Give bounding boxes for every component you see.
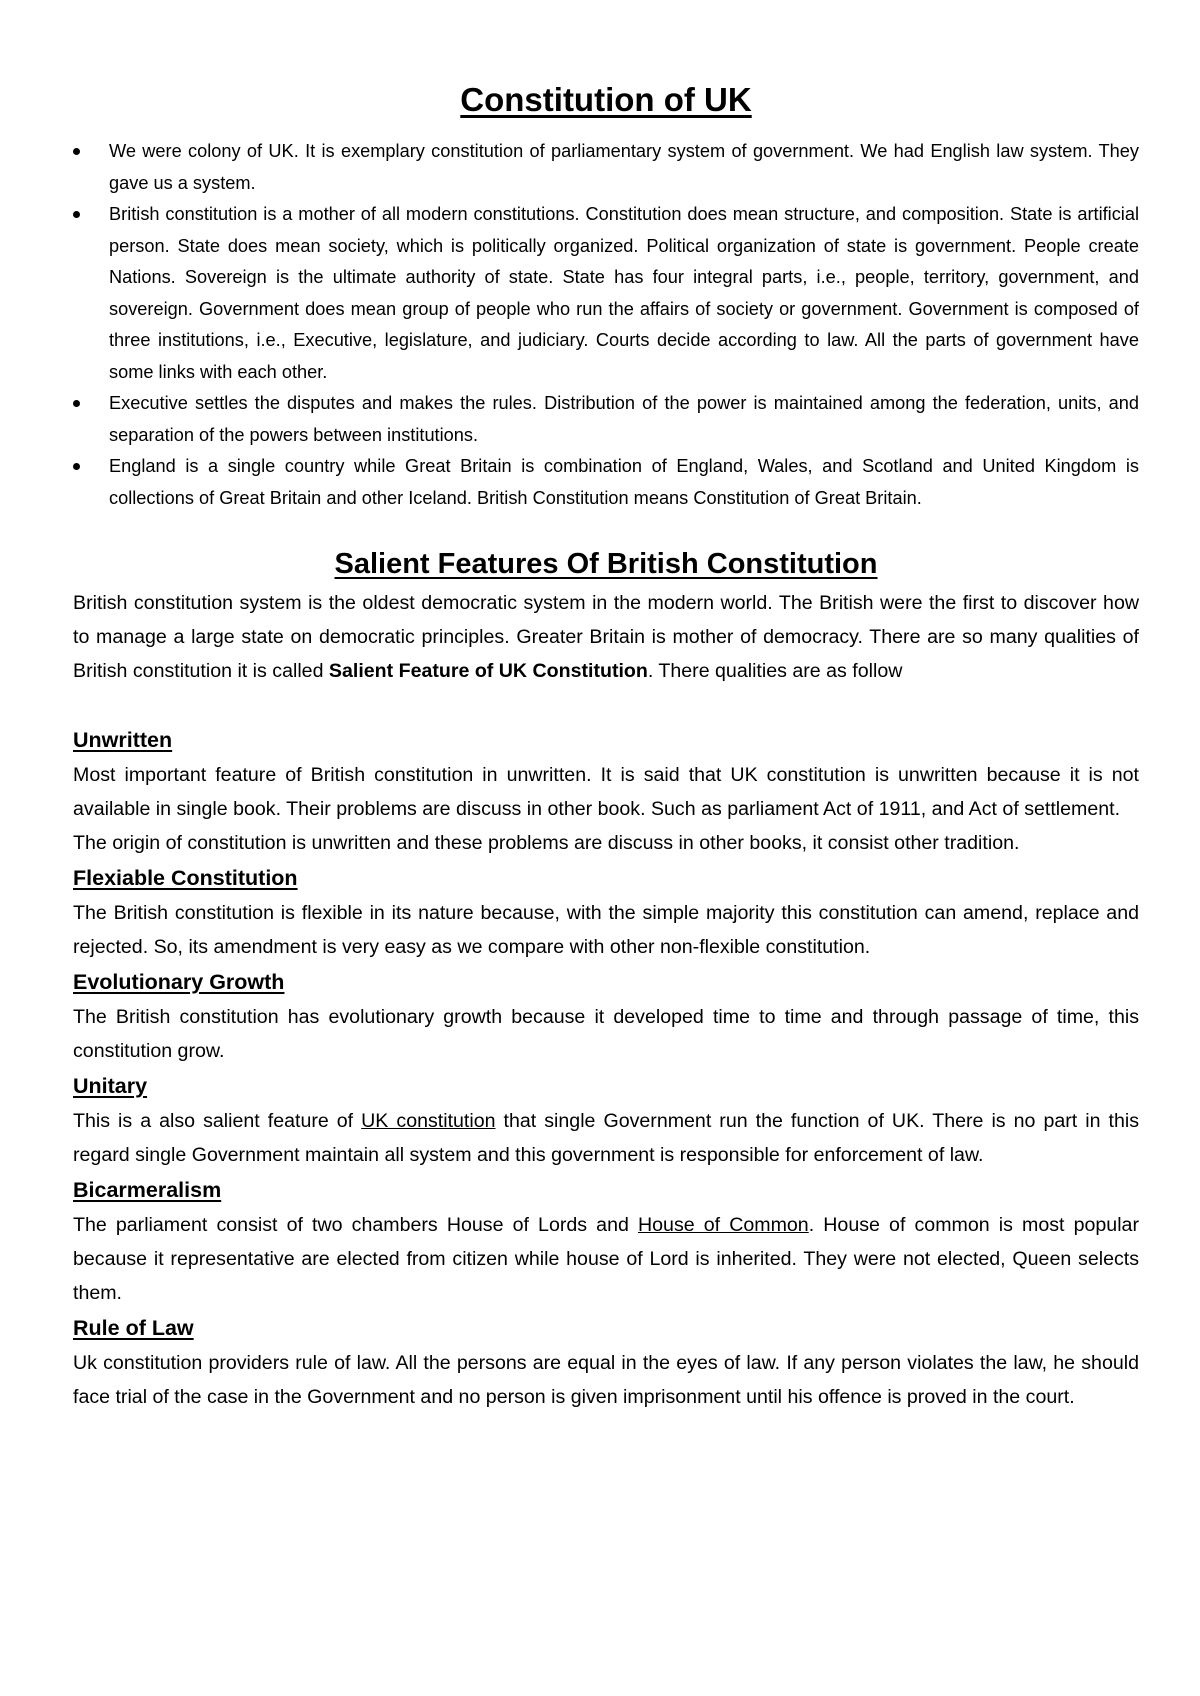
salient-intro-paragraph <box>73 586 1139 688</box>
page-title: Constitution of UK <box>460 81 752 118</box>
bullet-text: British constitution is a mother of all modern constitutions. Constitution does mean structure, and composition. State is artificial person. State does mean society, which is politically organized. Political organization of state is government. People create Nations. Sovereign is the ultimate authority of state. State has four integral parts, i.e., people, territory, government, and sovereign. Government does mean group of people who run the affairs of society or government. Government is composed of three institutions, i.e., Executive, legislature, and judiciary. Courts decide according to law. All the parts of government have some links with each other. <box>109 204 1139 382</box>
bullet-text: We were colony of UK. It is exemplary constitution of parliamentary system of government. We had English law system. They gave us a system. <box>109 141 1139 193</box>
bullet-item <box>73 136 1139 199</box>
section-paragraph: The British constitution has evolutionary growth because it developed time to time and through passage of time, this constitution grow. <box>73 1006 1139 1062</box>
section-heading-bicameralism: Bicarmeralism <box>73 1178 222 1202</box>
intro-text-end: . There qualities are as follow <box>647 660 903 682</box>
section-heading-evolutionary: Evolutionary Growth <box>73 970 285 994</box>
bullet-dot-icon <box>73 400 80 407</box>
paragraph-text: that single Government run the function of UK. There is no part in this regard single Government maintain all system and this government is responsible for enforcement of law. <box>73 1110 1139 1166</box>
intro-text: British constitution system is the oldest democratic system in the modern world. The British were the first to discover how to manage a large state on democratic principles. Greater Britain is mother of democracy. There are so many qualities of British constitution it is called <box>73 592 1139 682</box>
section-paragraph: Most important feature of British constitution in unwritten. It is said that UK constitution is unwritten because it is not available in single book. Their problems are discuss in other book. Such as parliament Act of 1911, and Act of settlement. <box>73 764 1139 820</box>
section-paragraph <box>73 1208 1139 1310</box>
bullet-dot-icon <box>73 463 80 470</box>
bullet-item <box>73 451 1139 514</box>
section-paragraph <box>73 1104 1139 1172</box>
section-paragraph: Uk constitution providers rule of law. All the persons are equal in the eyes of law. If any person violates the law, he should face trial of the case in the Government and no person is given imprisonment until his offence is proved in the court. <box>73 1352 1139 1408</box>
section-heading-flexible: Flexiable Constitution <box>73 866 298 890</box>
section-heading-unitary: Unitary <box>73 1074 148 1098</box>
uk-constitution-link[interactable]: UK constitution <box>361 1110 496 1132</box>
section-paragraph: The origin of constitution is unwritten and these problems are discuss in other books, it consist other tradition. <box>73 832 1020 854</box>
bullet-text: England is a single country while Great Britain is combination of England, Wales, and Scotland and United Kingdom is collections of Great Britain and other Iceland. British Constitution means Constitution of Great Britain. <box>109 456 1139 508</box>
house-of-common-link[interactable]: House of Common <box>638 1214 809 1236</box>
bullet-item <box>73 199 1139 388</box>
bullet-item <box>73 388 1139 451</box>
salient-features-heading: Salient Features Of British Constitution <box>334 548 878 580</box>
paragraph-text: . House of common is most popular because it representative are elected from citizen while house of Lord is inherited. They were not elected, Queen selects them. <box>73 1214 1139 1304</box>
bullet-dot-icon <box>73 148 80 155</box>
spacer <box>73 688 1139 722</box>
section-heading-unwritten: Unwritten <box>73 728 173 752</box>
paragraph-text: This is a also salient feature of <box>73 1110 362 1132</box>
section-paragraph: The British constitution is flexible in its nature because, with the simple majority this constitution can amend, replace and rejected. So, its amendment is very easy as we compare with other non-flexible constitution. <box>73 902 1139 958</box>
bullet-list <box>73 136 1139 514</box>
bullet-dot-icon <box>73 211 80 218</box>
paragraph-text: The parliament consist of two chambers House of Lords and <box>73 1214 638 1236</box>
section-heading-rule-of-law: Rule of Law <box>73 1316 194 1340</box>
intro-bold-text: Salient Feature of UK Constitution <box>328 660 648 682</box>
bullet-text: Executive settles the disputes and makes the rules. Distribution of the power is maintained among the federation, units, and separation of the powers between institutions. <box>109 393 1139 445</box>
